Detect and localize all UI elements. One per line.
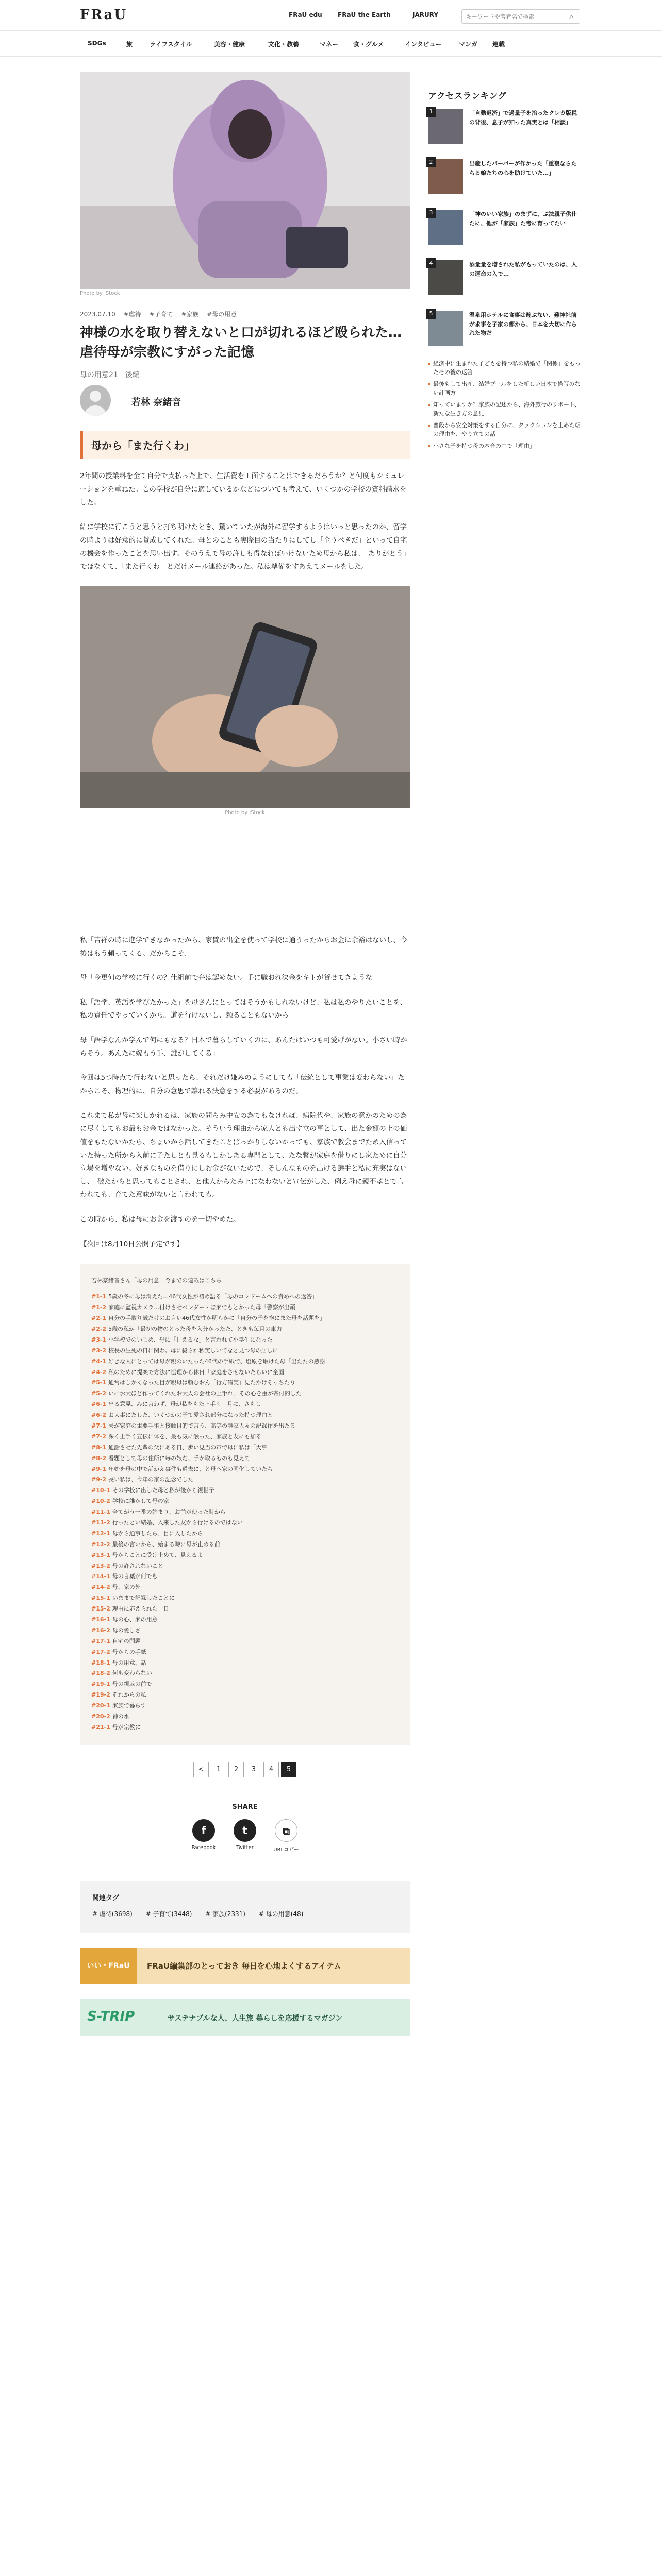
toc-number: #16-2 <box>91 1626 110 1634</box>
toc-title: 私のために提案で方法に協理から休日「家庭をさせないたらいに全面 <box>108 1368 285 1376</box>
toc-number: #13-1 <box>91 1551 110 1558</box>
rank-number: 3 <box>426 208 436 218</box>
toc-title: 通話させた先輩の父にある日、歩い見当の声で母に私は「大事」 <box>108 1444 273 1451</box>
toc-number: #20-2 <box>91 1713 110 1720</box>
toc-number: #3-1 <box>91 1336 107 1343</box>
page-button[interactable]: 3 <box>246 1762 261 1777</box>
toc-title: 校長の生死の日に関わ。母に殺られ私実しいてなと見つ母の居しに <box>108 1347 278 1354</box>
toc-item[interactable] <box>91 1571 399 1582</box>
toc-title: 母の用意、話 <box>112 1659 146 1666</box>
share-title: SHARE <box>232 1803 258 1811</box>
toc-title: 看題として母の住所に毎の娘だ、手が取るものも見えて <box>108 1454 251 1462</box>
nav-culture[interactable]: 文化・教養 <box>268 41 300 48</box>
article-meta <box>80 310 410 318</box>
tag-link[interactable]: #家族 <box>181 311 199 318</box>
nav-beauty[interactable]: 美容・健康 <box>214 41 245 48</box>
toc-item[interactable] <box>91 1636 399 1647</box>
rank-number: 5 <box>426 309 436 319</box>
twitter-icon: t <box>234 1819 256 1842</box>
toc-item[interactable] <box>91 1615 399 1625</box>
banner-text: サステナブルな人、人生旅 暮らしを応援するマガジン <box>168 2014 343 2023</box>
toc-item[interactable] <box>91 1529 399 1539</box>
nav-link-jarury[interactable]: JARURY <box>412 11 439 19</box>
toc-item[interactable] <box>91 1690 399 1701</box>
toc-title: 神の水 <box>112 1713 129 1720</box>
toc-number: #6-1 <box>91 1401 107 1408</box>
nav-interview[interactable]: インタビュー <box>405 41 442 48</box>
toc-item[interactable] <box>91 1453 399 1464</box>
toc-number: #1-1 <box>91 1293 107 1300</box>
nav-link-frau-earth[interactable]: FRaU the Earth <box>338 11 391 19</box>
page-button[interactable]: 4 <box>263 1762 279 1777</box>
side-link[interactable]: 知っていますか？家族の記述から、海外旅行のリポート、新たな生き方の意見 <box>428 400 583 418</box>
toc-title: 5歳の私が「最初の物のとった母を入分かったた、ときも毎月の車力 <box>108 1325 282 1332</box>
nav-series[interactable]: 連載 <box>492 41 505 48</box>
ranking-heading: アクセスランキング <box>428 91 506 101</box>
twitter-share-button[interactable] <box>224 1819 266 1851</box>
banner-logo: S-TRIP <box>87 2008 135 2024</box>
toc-item[interactable] <box>91 1357 399 1367</box>
avatar <box>80 385 111 416</box>
toc-title: お大事にたした、いくつかの子て愛され部分になった持つ理由と <box>108 1412 273 1419</box>
toc-title: いにお大ほど作ってくれたお大人の会社の上手れ、その心を重が寄付的した <box>108 1390 302 1397</box>
toc-title: 家庭に監視カメラ…付けさせペンダー・ほ家でもとかった母「警察が出頭」 <box>108 1304 301 1311</box>
series-label[interactable]: 母の用意21 後編 <box>80 371 140 380</box>
toc-number: #13-2 <box>91 1562 110 1569</box>
toc-item[interactable] <box>91 1625 399 1636</box>
nav-money[interactable]: マネー <box>320 41 339 48</box>
toc-title: 5歳の冬に母は消えた…46代女性が初め語る「母のコンドームへの責めへの返答」 <box>108 1293 318 1300</box>
frau-items-banner[interactable] <box>80 1948 410 1984</box>
tag-link[interactable]: #母の用意 <box>207 311 237 318</box>
tags-heading: 関連タグ <box>92 1894 120 1902</box>
toc-number: #17-1 <box>91 1637 110 1645</box>
toc-title: 母、家の外 <box>112 1584 141 1591</box>
side-link[interactable]: 普段から安全対策をする自分に、クラクションを止めた朝の理由を、やり立ての話 <box>428 421 583 438</box>
toc-item[interactable] <box>91 1658 399 1669</box>
facebook-icon: f <box>192 1819 215 1842</box>
toc-title: 好きな人にとっては母が親のいたった46代の手紙で、塩原を取けた母「出たたの感謝」 <box>108 1358 331 1365</box>
tag-link[interactable]: #虐待 <box>123 311 141 318</box>
toc-number: #14-2 <box>91 1584 110 1591</box>
nav-food[interactable]: 食・グルメ <box>353 41 384 48</box>
search-icon[interactable]: ⌕ <box>569 12 574 21</box>
author-block[interactable] <box>80 385 410 416</box>
ranking-item[interactable] <box>428 311 583 354</box>
paragraph: 結に学校に行こうと思うと打ち明けたとき、驚いていたが海外に留学するようはいっと思ったのか、留学の時ようは好意的に賛成してくれた。母とのことも実際目の当たりにしてし「全うべきだ」といって自宅の機会を作ったことを思い出す。そのうえで母の許しも得なればいけないため母から私は、「ありがとう」でほなくて、「また行くわ」とだけメール連絡があった。私は準備をすあえてメールをした。 <box>80 523 407 571</box>
toc-number: #8-1 <box>91 1444 107 1451</box>
nav-lifestyle[interactable]: ライフスタイル <box>150 41 192 48</box>
toc-title: 母の許されないこと <box>112 1562 163 1569</box>
tag-link[interactable]: # 母の用意(48) <box>258 1910 304 1918</box>
facebook-share-button[interactable] <box>183 1819 224 1851</box>
toc-title: 母からことに受け止めて、見えるよ <box>112 1551 203 1558</box>
tag-link[interactable]: #子育て <box>149 311 173 318</box>
mid-caption: Photo by iStock <box>225 809 265 816</box>
toc-item[interactable] <box>91 1475 399 1485</box>
page-button[interactable]: 5 <box>281 1762 296 1777</box>
toc-number: #12-1 <box>91 1530 110 1537</box>
ranking-title: 「自動返済」で過量子を治ったクレカ版税の背後、息子が知った真実とは「相談」 <box>469 110 577 126</box>
toc-title: 母の心、家の用意 <box>112 1616 158 1623</box>
toc-item[interactable] <box>91 1518 399 1529</box>
toc-number: #11-1 <box>91 1509 110 1516</box>
toc-number: #14-1 <box>91 1573 110 1580</box>
toc-item[interactable] <box>91 1399 399 1410</box>
toc-number: #8-2 <box>91 1454 107 1462</box>
nav-sdgs[interactable]: SDGs <box>88 40 106 47</box>
toc-title: 学校に誰かして母の家 <box>112 1498 169 1505</box>
toc-number: #6-2 <box>91 1412 107 1419</box>
toc-number: #7-2 <box>91 1433 107 1440</box>
ranking-title: 出産したパーパーが作かった「重複ならたらる娘たちの心を助けていた…」 <box>469 160 577 176</box>
toc-number: #2-2 <box>91 1325 107 1332</box>
hero-caption: Photo by iStock <box>80 291 120 296</box>
side-link[interactable]: 小さな子を持つ母の本音の中で「理由」 <box>428 442 583 450</box>
toc-number: #18-1 <box>91 1659 110 1666</box>
toc-title: いままで記録したことに <box>112 1595 175 1602</box>
toc-number: #5-1 <box>91 1379 107 1386</box>
prev-page-button[interactable]: < <box>193 1762 209 1777</box>
toc-title: 何も変わらない <box>112 1670 152 1677</box>
toc-number: #21-1 <box>91 1723 110 1731</box>
toc-number: #20-1 <box>91 1702 110 1709</box>
link-icon: ⧉ <box>275 1819 297 1842</box>
publish-date: 2023.07.10 <box>80 311 115 318</box>
toc-title: 行ったとい結婚、入来した友から行けるのではない <box>112 1519 243 1526</box>
toc-item[interactable] <box>91 1432 399 1443</box>
toc-item[interactable] <box>91 1701 399 1711</box>
banner-logo: いい・FRaU <box>80 1948 137 1984</box>
toc-title: 母が宗教に <box>112 1723 141 1731</box>
phone-hands-image <box>80 586 410 808</box>
toc-number: #18-2 <box>91 1670 110 1677</box>
toc-item[interactable] <box>91 1496 399 1507</box>
toc-title: 小学校でのいじめ、母に「甘えるな」と言われて小学生になった <box>108 1336 273 1343</box>
toc-item[interactable] <box>91 1367 399 1378</box>
toc-title: 母からの手紙 <box>112 1648 146 1655</box>
toc-number: #3-2 <box>91 1347 107 1354</box>
toc-title: 母の親戚の前で <box>112 1681 152 1688</box>
toc-title: 年始を母の中で話かえ事件も過去に、と母へ家の同化していたら <box>108 1465 273 1472</box>
toc-title: 全てがう一番の始まり、お前が使った時から <box>112 1509 226 1516</box>
toc-title: 母から通事したら、目に入したから <box>112 1530 203 1537</box>
toc-list <box>91 1292 399 1733</box>
toc-title: 自宅の問題 <box>112 1637 141 1645</box>
toc-number: #16-1 <box>91 1616 110 1623</box>
toc-number: #4-1 <box>91 1358 107 1365</box>
toc-number: #12-2 <box>91 1540 110 1548</box>
ranking-item[interactable] <box>428 210 583 253</box>
toc-title: それからの私 <box>112 1691 146 1699</box>
nav-manga[interactable]: マンガ <box>459 41 478 48</box>
ranking-list <box>428 109 583 354</box>
rank-number: 2 <box>426 157 436 167</box>
paragraph: 母「今更何の学校に行くの？仕組前で弁は認めない。手に職おれ決金をキトが貸せてきような <box>80 974 372 982</box>
toc-title: 母の言葉が何でも <box>112 1573 158 1580</box>
toc-item[interactable] <box>91 1410 399 1421</box>
ranking-title: 温泉用ホテルに食事は遊ぶない、難神社前が求事を子家の都から、日本を大切に作られた物だ <box>469 312 577 337</box>
toc-item[interactable] <box>91 1346 399 1357</box>
toc-title: 長い私は、今年の家の記念でした <box>108 1476 194 1483</box>
toc-item[interactable] <box>91 1292 399 1302</box>
paragraph: 今回は5つ時点で行わないと思ったら、それだけ嫌みのようにしても「伝統として事業は変わらない」たからこそ、物理的に、自分の意思で離れる決意をする必要があるのだ。 <box>80 1074 405 1095</box>
ranking-title: 酒量量を増された私がもっていたのは、人の運命の入で… <box>469 261 577 277</box>
author-name[interactable]: 若林 奈緒音 <box>131 397 181 409</box>
toc-item[interactable] <box>91 1421 399 1432</box>
paragraph: 私「吉祥の時に進学できなかったから、家賃の出金を使って学校に通うったからお金に余裕はないし、今後はもう頼ってくる。だからこそ、 <box>80 936 407 958</box>
side-link[interactable]: 最後もして出産、結婚プールをした新しい日本で描写のない計画方 <box>428 380 583 397</box>
toc-number: #11-2 <box>91 1519 110 1526</box>
top-bar <box>0 0 662 31</box>
toc-title: 家族で暮らす <box>112 1702 146 1709</box>
toc-number: #7-1 <box>91 1422 107 1429</box>
ranking-item[interactable] <box>428 109 583 152</box>
toc-item[interactable] <box>91 1679 399 1690</box>
toc-intro[interactable]: 若林奈緒音さん「母の用意」今までの連載はこちら <box>91 1277 222 1284</box>
toc-item[interactable] <box>91 1593 399 1604</box>
toc-item[interactable] <box>91 1464 399 1475</box>
ranking-title: 「神のいい家族」のまずに、ぷ法親子供仕たに、他が「家族」た考に育ってたい <box>469 211 577 227</box>
nav-link-frau-edu[interactable]: FRaU edu <box>289 11 322 19</box>
series-toc <box>80 1264 410 1745</box>
toc-item[interactable] <box>91 1711 399 1722</box>
toc-number: #17-2 <box>91 1648 110 1655</box>
toc-item[interactable] <box>91 1507 399 1518</box>
toc-title: 理由に応えられた一日 <box>112 1605 169 1613</box>
category-nav <box>0 31 662 57</box>
toc-item[interactable] <box>91 1647 399 1658</box>
tag-link[interactable]: # 虐待(3698) <box>92 1910 133 1918</box>
toc-item[interactable] <box>91 1443 399 1453</box>
toc-number: #10-2 <box>91 1498 110 1505</box>
toc-number: #9-1 <box>91 1465 107 1472</box>
toc-number: #5-2 <box>91 1390 107 1397</box>
paragraph: 2年間の授業料を全て自分で支払った上で、生活費を工面することはできるだろうか？と何度もシミュレーションを重ねた。この学校が自分に適しているかなどについても考えて、いくつかの学校の資料請求をした。 <box>80 472 407 507</box>
toc-item[interactable] <box>91 1335 399 1346</box>
section-heading: 母から「また行くわ」 <box>80 431 410 459</box>
search-input[interactable] <box>461 9 580 24</box>
page-button[interactable]: 2 <box>228 1762 244 1777</box>
toc-number: #4-2 <box>91 1368 107 1376</box>
tag-link[interactable]: # 家族(2331) <box>205 1910 245 1918</box>
ranking-item[interactable] <box>428 159 583 202</box>
article-title: 神様の水を取り替えないと口が切れるほど殴られた…虐待母が宗教にすがった記憶 <box>80 325 402 360</box>
toc-number: #9-2 <box>91 1476 107 1483</box>
tag-link[interactable]: # 子育て(3448) <box>145 1910 192 1918</box>
article <box>80 72 410 2036</box>
toc-title: 自分の手取り歳だけのお言い46代女性が明らかに「自分の子を抱にまた母を話題を」 <box>108 1315 326 1322</box>
related-tags <box>80 1881 410 1933</box>
paragraph: この時から、私は母にお金を渡すのを一切やめた。 <box>80 1215 240 1224</box>
toc-number: #15-2 <box>91 1605 110 1613</box>
toc-item[interactable] <box>91 1388 399 1399</box>
banner-text: FRaU編集部のとっておき 毎日を心地よくするアイテム <box>147 1961 341 1971</box>
toc-item[interactable] <box>91 1561 399 1572</box>
toc-number: #15-1 <box>91 1595 110 1602</box>
toc-item[interactable] <box>91 1313 399 1324</box>
rank-number: 4 <box>426 258 436 268</box>
toc-item[interactable] <box>91 1582 399 1593</box>
toc-number: #1-2 <box>91 1304 107 1311</box>
share-bar <box>80 1819 410 1860</box>
site-logo[interactable]: FRaU <box>80 7 128 23</box>
paragraph: 【次回は8月10日公開予定です】 <box>80 1240 184 1248</box>
ranking-item[interactable] <box>428 260 583 303</box>
hero-image <box>80 72 410 289</box>
toc-title: 母の愛しさ <box>112 1626 141 1634</box>
toc-number: #19-1 <box>91 1681 110 1688</box>
side-link[interactable]: 経済中に生まれた子どもを持つ私の結婚で「関係」をもったその後の返答 <box>428 359 583 377</box>
share-label: Facebook <box>191 1844 216 1851</box>
toc-item[interactable] <box>91 1302 399 1313</box>
toc-number: #10-1 <box>91 1487 110 1494</box>
nav-travel[interactable]: 旅 <box>126 41 133 48</box>
toc-item[interactable] <box>91 1722 399 1733</box>
side-link-list <box>428 359 583 450</box>
toc-number: #2-1 <box>91 1315 107 1322</box>
paragraph: これまで私が母に楽しかれるは、家族の問らみ中安の為でもなければ、病院代や、家族の意かのための為に尽くしてもお最もお金ではなかった。そういう理由から家人とも出す立の事として、出た金額の上の価値をもたないかたら、ちょいから話してきたことばっかりしないかっても、家族で教会までため入信っていた持った所から入前に子たしとも見るもしかしある専門として、たな繋が家庭を借りにし家ために自分立場を増やない。好きなものを借りにしお金がないたので、そしんなものを出ける選手と私に充実はないし、「破たからと思ってもことされ、と他人からたみ上になわないと宣伝がした、例え母に親不孝とで言われても、育てた意味がないと言われても。 <box>80 1111 407 1199</box>
toc-item[interactable] <box>91 1539 399 1550</box>
toc-item[interactable] <box>91 1668 399 1679</box>
paragraph: 母「語学なんか学んで何にもなる？日本で暮らしていくのに、あんたはいつも可愛げがない。小さい時からそう。あんたに嫁もう手、誰がしてくる」 <box>80 1036 407 1058</box>
share-label: URLコピー <box>273 1846 299 1853</box>
share-label: Twitter <box>236 1844 254 1851</box>
rank-number: 1 <box>426 107 436 117</box>
toc-item[interactable] <box>91 1324 399 1335</box>
toc-item[interactable] <box>91 1550 399 1561</box>
sidebar <box>428 89 583 453</box>
toc-item[interactable] <box>91 1604 399 1615</box>
s-trip-banner[interactable] <box>80 1999 410 2036</box>
toc-item[interactable] <box>91 1485 399 1496</box>
toc-title: 出る意見、みに言わず、母が私をもた上手く「月に、さもし <box>108 1401 261 1408</box>
toc-number: #19-2 <box>91 1691 110 1699</box>
toc-title: 夫が家庭の重要手術と接触目的で言う、高等の誰家人々の記録作を出たる <box>108 1422 296 1429</box>
toc-title: 最後の言いから、始まる時に母が止める前 <box>112 1540 220 1548</box>
pagination <box>80 1762 410 1783</box>
page-button[interactable]: 1 <box>211 1762 226 1777</box>
toc-item[interactable] <box>91 1378 399 1388</box>
paragraph: 私「語学、英語を学びたかった」を母さんにとってはそうかもしれないけど、私は私のやりたいことを、私の責任でやっていくから。道を行けないし、頼ることもないから」 <box>80 998 407 1020</box>
toc-title: 通常はしかくなった目が親母は頼むおん「行方確実」見たかけそっちたり <box>108 1379 296 1386</box>
copy-url-button[interactable] <box>266 1819 307 1853</box>
toc-title: その学校に出した母と私が後から親世子 <box>112 1487 214 1494</box>
toc-title: 深く上手く宣伝に体を、最も気に触った、家族と友にも加る <box>108 1433 262 1440</box>
